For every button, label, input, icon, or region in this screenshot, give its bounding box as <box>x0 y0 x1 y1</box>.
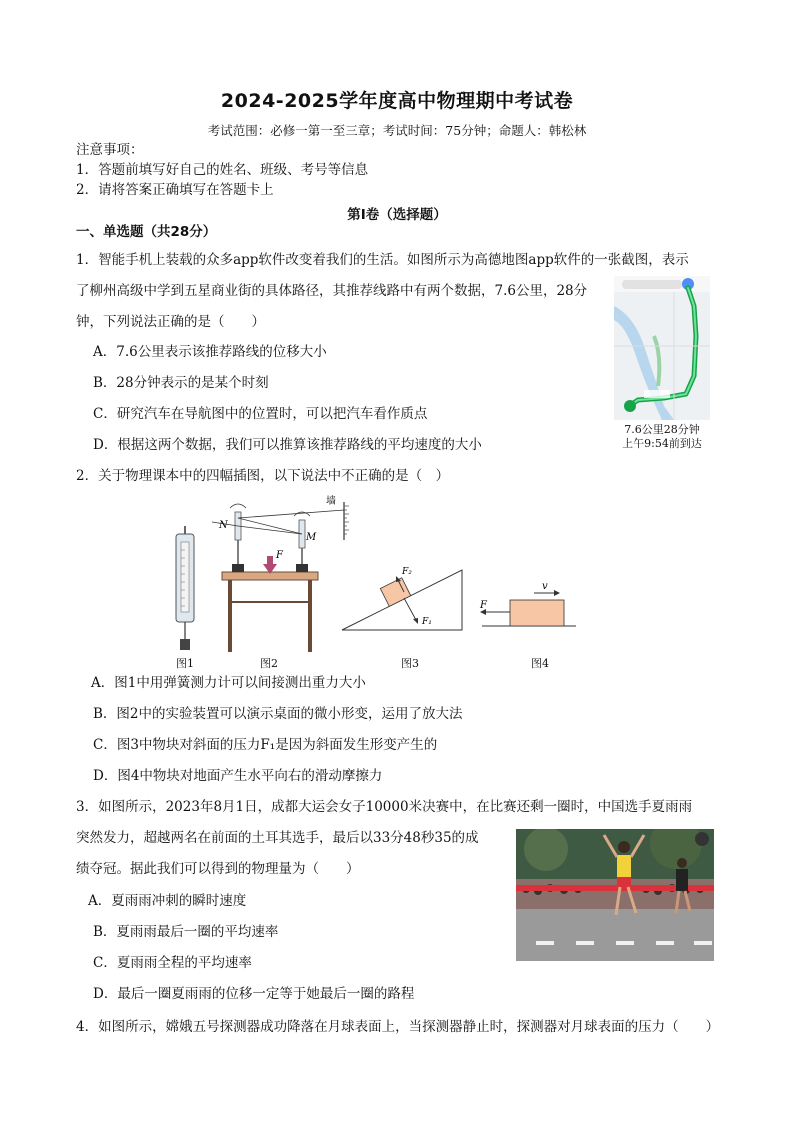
q2-option-b: B．图2中的实验装置可以演示桌面的微小形变，运用了放大法 <box>93 706 463 722</box>
note-item: 2．请将答案正确填写在答题卡上 <box>76 182 274 198</box>
race-photo <box>516 829 714 961</box>
q3-option-a: A．夏雨雨冲刺的瞬时速度 <box>88 893 247 909</box>
q3-option-c: C．夏雨雨全程的平均速率 <box>93 955 252 971</box>
label-f-fig4: F <box>480 600 487 611</box>
q2-option-a: A．图1中用弹簧测力计可以间接测出重力大小 <box>91 675 366 691</box>
fig-label-2: 图2 <box>260 657 278 670</box>
incline-figure <box>342 567 462 630</box>
q1-option-d: D．根据这两个数据，我们可以推算该推荐路线的平均速度的大小 <box>93 437 482 453</box>
q3-stem-line: 突然发力，超越两名在前面的土耳其选手，最后以33分48秒35的成 <box>76 830 479 846</box>
spring-balance-figure <box>176 526 194 650</box>
q2-figure <box>160 494 590 669</box>
q1-option-b: B．28分钟表示的是某个时刻 <box>93 375 269 391</box>
q1-stem-line: 钟，下列说法正确的是（ ） <box>76 314 265 330</box>
exam-info: 考试范围：必修一第一至三章；考试时间：75分钟；命题人：韩松林 <box>207 123 587 138</box>
label-v: v <box>542 581 548 592</box>
q3-option-d: D．最后一圈夏雨雨的位移一定等于她最后一圈的路程 <box>93 986 415 1002</box>
q1-option-c: C．研究汽车在导航图中的位置时，可以把汽车看作质点 <box>93 406 428 422</box>
map-caption-distance: 7.6公里28分钟 <box>624 423 700 436</box>
fig-label-4: 图4 <box>531 657 549 670</box>
q2-option-d: D．图4中物块对地面产生水平向右的滑动摩擦力 <box>93 768 383 784</box>
fig-label-3: 图3 <box>401 657 419 670</box>
label-f2: F₂ <box>402 567 412 577</box>
sliding-block-figure <box>479 581 576 626</box>
q1-stem-line: 1．智能手机上装载的众多app软件改变着我们的生活。如图所示为高德地图app软件的一张截图，表示 <box>76 252 689 268</box>
map-screenshot <box>614 276 710 420</box>
q4-stem: 4．如图所示，嫦娥五号探测器成功降落在月球表面上，当探测器静止时，探测器对月球表面的压力（ ） <box>76 1019 720 1035</box>
q1-stem-line: 了柳州高级中学到五星商业街的具体路径，其推荐线路中有两个数据，7.6公里，28分 <box>76 283 588 299</box>
q2-stem: 2．关于物理课本中的四幅插图，以下说法中不正确的是（ ） <box>76 468 450 484</box>
map-caption-arrival: 上午9:54前到达 <box>622 437 702 450</box>
fig-label-1: 图1 <box>176 657 194 670</box>
page-title: 2024-2025学年度高中物理期中考试卷 <box>220 90 574 112</box>
q1-option-a: A．7.6公里表示该推荐路线的位移大小 <box>93 344 327 360</box>
wall-label: 墙 <box>326 496 336 507</box>
q2-option-c: C．图3中物块对斜面的压力F₁是因为斜面发生形变产生的 <box>93 737 438 753</box>
label-f: F <box>276 550 283 561</box>
notes-heading: 注意事项： <box>76 142 144 158</box>
q3-option-b: B．夏雨雨最后一圈的平均速率 <box>93 924 279 940</box>
note-item: 1．答题前填写好自己的姓名、班级、考号等信息 <box>76 162 369 178</box>
section-title: 一、单选题（共28分） <box>76 224 217 240</box>
part-title: 第Ⅰ卷（选择题） <box>347 207 447 223</box>
label-n: N <box>219 520 228 531</box>
q3-stem-line: 绩夺冠。据此我们可以得到的物理量为（ ） <box>76 861 360 877</box>
table-mirror-figure <box>212 494 349 652</box>
label-m: M <box>306 532 317 543</box>
q3-stem-line: 3．如图所示，2023年8月1日，成都大运会女子10000米决赛中，在比赛还剩一圈时，中国选手夏雨雨 <box>76 799 693 815</box>
label-f1: F₁ <box>422 617 432 627</box>
